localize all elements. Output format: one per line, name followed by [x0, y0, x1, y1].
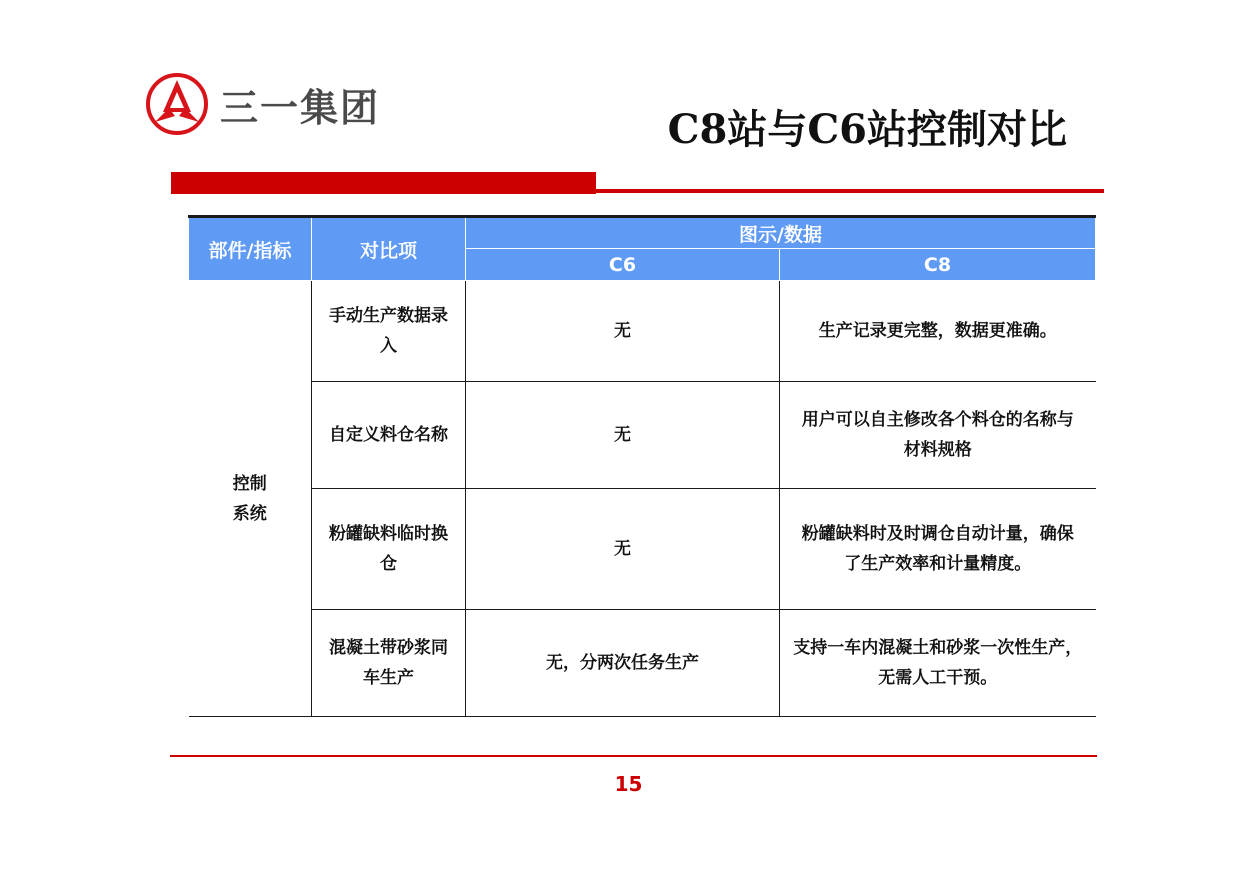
c6-text: 无 [614, 425, 631, 445]
c6-cell [466, 382, 780, 489]
c8-cell [780, 489, 1096, 610]
c8-line: 用户可以自主修改各个料仓的名称与 [801, 410, 1074, 430]
item-cell [312, 489, 466, 610]
item-cell [312, 610, 466, 717]
item-line: 手动生产数据录 [329, 306, 448, 326]
slide-title: C8站与C6站控制对比 [667, 106, 1067, 153]
item-cell [312, 382, 466, 489]
header-component: 部件/指标 [189, 217, 312, 281]
company-name: 三一集团 [220, 86, 381, 130]
c8-cell [780, 382, 1096, 489]
item-line: 仓 [380, 554, 397, 574]
c8-text: 生产记录更完整，数据更准确。 [818, 321, 1057, 341]
category-cell [189, 281, 312, 717]
item-cell [312, 281, 466, 382]
table-row [189, 281, 1096, 382]
item-line: 入 [380, 336, 397, 356]
category-line: 控制 [232, 473, 267, 494]
item-line: 车生产 [363, 668, 414, 688]
header-group: 图示/数据 [466, 217, 1096, 249]
header-c8: C8 [780, 249, 1096, 281]
table-row [189, 489, 1096, 610]
table-row [189, 610, 1096, 717]
item-line: 自定义料仓名称 [329, 425, 448, 445]
c8-cell [780, 610, 1096, 717]
c8-cell [780, 281, 1096, 382]
c6-text: 无 [614, 321, 631, 341]
c6-cell [466, 281, 780, 382]
comparison-table [188, 215, 1096, 717]
c6-cell [466, 489, 780, 610]
c8-line: 支持一车内混凝土和砂浆一次性生产， [793, 638, 1083, 658]
footer-line [170, 755, 1097, 757]
table-row [189, 382, 1096, 489]
header-bar-thin [596, 189, 1104, 193]
sany-logo [145, 72, 209, 136]
header-bar-thick [171, 172, 596, 194]
category-line: 系统 [232, 503, 267, 524]
c6-text: 无，分两次任务生产 [546, 653, 699, 673]
c8-line: 无需人工干预。 [878, 668, 998, 688]
header-item: 对比项 [312, 217, 466, 281]
c6-text: 无 [614, 539, 631, 559]
c8-line: 了生产效率和计量精度。 [844, 554, 1032, 574]
c8-line: 材料规格 [903, 440, 972, 460]
item-line: 粉罐缺料临时换 [329, 524, 448, 544]
item-line: 混凝土带砂浆同 [329, 638, 448, 658]
page-number: 15 [614, 772, 643, 796]
header-c6: C6 [466, 249, 780, 281]
c8-line: 粉罐缺料时及时调仓自动计量，确保 [801, 524, 1074, 544]
c6-cell [466, 610, 780, 717]
